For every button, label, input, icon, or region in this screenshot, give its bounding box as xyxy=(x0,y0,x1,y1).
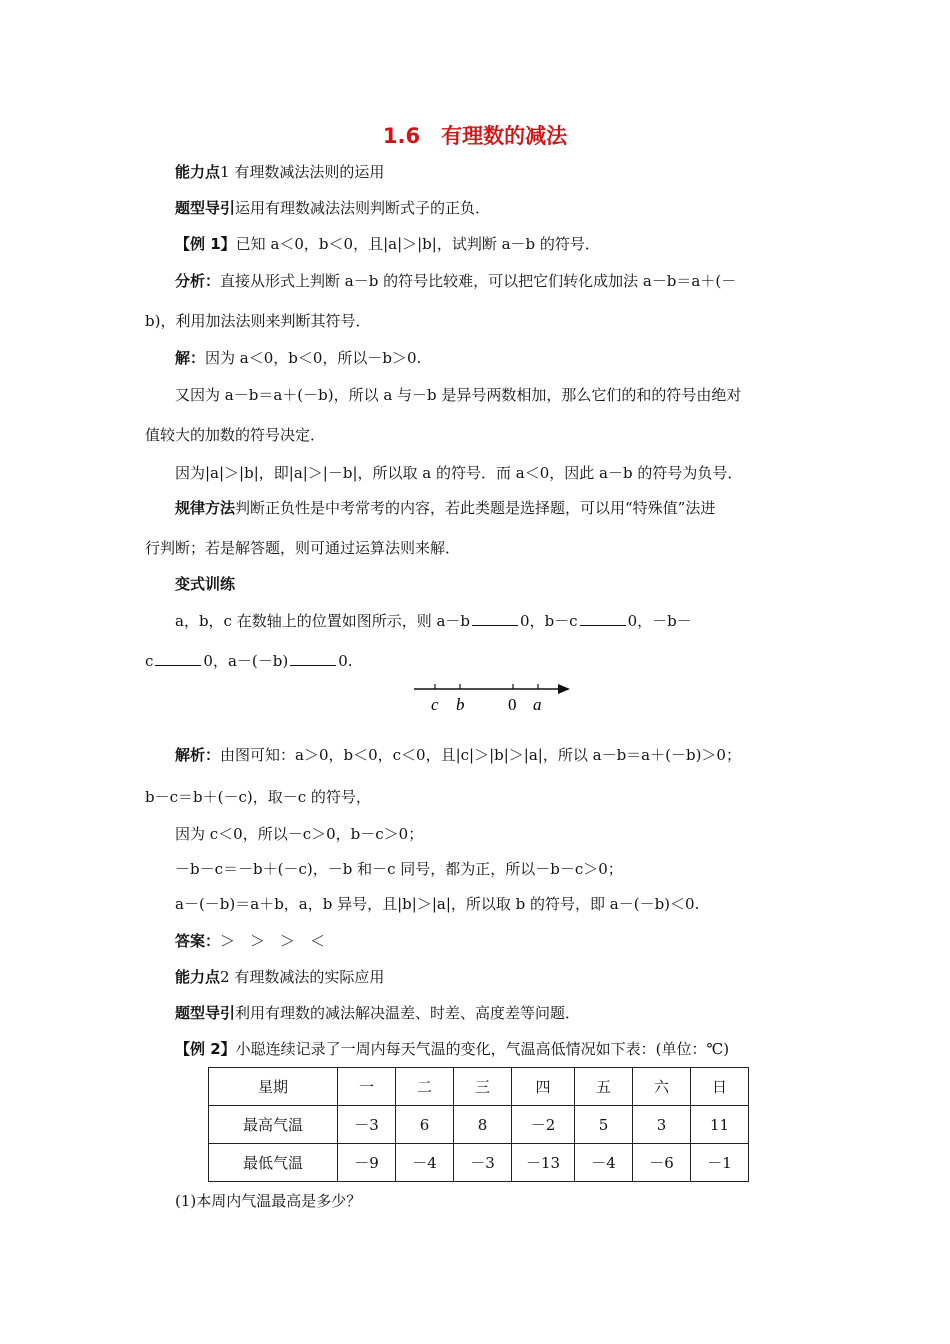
variant-question-cont xyxy=(145,650,353,672)
explanation-cont: b－c＝b＋(－c)，取－c 的符号， xyxy=(145,788,371,806)
solution xyxy=(175,347,421,369)
label: 答案： xyxy=(175,932,221,950)
text: 小聪连续记录了一周内每天气温的变化，气温高低情况如下表：(单位：℃) xyxy=(235,1040,730,1058)
solution-2-cont: 值较大的加数的符号决定． xyxy=(145,426,326,444)
label: 【例 2】 xyxy=(175,1040,236,1058)
table-cell: 最高气温 xyxy=(209,1106,338,1144)
variant-training-heading: 变式训练 xyxy=(175,575,236,593)
answer-blank xyxy=(290,651,336,666)
label: 【例 1】 xyxy=(175,235,236,253)
analysis xyxy=(175,270,736,292)
table-cell: －4 xyxy=(396,1144,454,1182)
ability-point-2 xyxy=(175,966,384,988)
explanation xyxy=(175,744,741,766)
label-0: 0 xyxy=(508,695,517,714)
label: 解： xyxy=(175,349,206,367)
number-line-figure xyxy=(412,676,582,716)
temperature-table xyxy=(208,1067,749,1182)
table-cell: －4 xyxy=(575,1144,633,1182)
answer-blank xyxy=(472,611,518,626)
table-cell: 六 xyxy=(633,1068,691,1106)
label-c: c xyxy=(431,695,439,714)
variant-question xyxy=(175,610,692,632)
example-1 xyxy=(175,233,600,255)
table-cell: 8 xyxy=(454,1106,512,1144)
table-cell: 三 xyxy=(454,1068,512,1106)
explanation-2: 因为 c＜0，所以－c＞0，b－c＞0； xyxy=(175,825,424,843)
rule-method xyxy=(175,497,715,519)
table-cell: －1 xyxy=(691,1144,749,1182)
table-cell: 星期 xyxy=(209,1068,338,1106)
label-b: b xyxy=(456,695,465,714)
label-a: a xyxy=(533,695,542,714)
question-type-guide-2 xyxy=(175,1002,580,1024)
label: 解析： xyxy=(175,746,221,764)
solution-3: 因为|a|＞|b|，即|a|＞|－b|，所以取 a 的符号．而 a＜0，因此 a－b 的符号为负号． xyxy=(175,464,743,482)
table-cell: 3 xyxy=(633,1106,691,1144)
text: 判断正负性是中考常考的内容，若此类题是选择题，可以用“特殊值”法进 xyxy=(235,499,716,517)
table-row xyxy=(209,1106,749,1144)
number-line-arrow xyxy=(558,684,570,694)
table-row xyxy=(209,1144,749,1182)
text: 由图可知：a＞0，b＜0，c＜0，且|c|＞|b|＞|a|，所以 a－b＝a＋(－b)＞0； xyxy=(220,746,741,764)
table-cell: －3 xyxy=(454,1144,512,1182)
example-2 xyxy=(175,1038,729,1060)
table-cell: 一 xyxy=(338,1068,396,1106)
text: 因为 a＜0，b＜0，所以－b＞0. xyxy=(205,349,422,367)
text: ＞ ＞ ＞ ＜ xyxy=(220,932,326,950)
rule-method-cont: 行判断；若是解答题，则可通过运算法则来解． xyxy=(145,539,461,557)
table-cell: －6 xyxy=(633,1144,691,1182)
table-cell: 日 xyxy=(691,1068,749,1106)
ability-point-1 xyxy=(175,161,384,183)
text: 运用有理数减法法则判断式子的正负． xyxy=(235,199,491,217)
explanation-3: －b－c＝－b＋(－c)，－b 和－c 同号，都为正，所以－b－c＞0； xyxy=(175,860,623,878)
table-cell: 二 xyxy=(396,1068,454,1106)
table-cell: －13 xyxy=(512,1144,575,1182)
label: 规律方法 xyxy=(175,499,236,517)
text: 已知 a＜0，b＜0，且|a|＞|b|，试判断 a－b 的符号． xyxy=(235,235,600,253)
table-cell: 四 xyxy=(512,1068,575,1106)
table-header-row xyxy=(209,1068,749,1106)
table-cell: 五 xyxy=(575,1068,633,1106)
q-part: 0，－b－ xyxy=(627,612,692,630)
q-part: 0，a－(－b) xyxy=(203,652,289,670)
page-title: 1.6 有理数的减法 xyxy=(382,124,568,148)
table-cell: －9 xyxy=(338,1144,396,1182)
answer-blank xyxy=(155,651,201,666)
q-part: 0. xyxy=(338,652,353,670)
label: 题型导引 xyxy=(175,199,236,217)
table-cell: －2 xyxy=(512,1106,575,1144)
table-cell: 最低气温 xyxy=(209,1144,338,1182)
answer-blank xyxy=(580,611,626,626)
table-cell: 5 xyxy=(575,1106,633,1144)
label: 分析： xyxy=(175,272,221,290)
answer xyxy=(175,930,325,952)
question-type-guide-1 xyxy=(175,197,490,219)
text: 利用有理数的减法解决温差、时差、高度差等问题． xyxy=(235,1004,581,1022)
q-part: 0，b－c xyxy=(520,612,578,630)
analysis-cont: b)，利用加法法则来判断其符号． xyxy=(145,312,371,330)
text: 2 有理数减法的实际应用 xyxy=(220,968,385,986)
solution-2: 又因为 a－b＝a＋(－b)，所以 a 与－b 是异号两数相加，那么它们的和的符号由绝对 xyxy=(175,386,742,404)
table-cell: 6 xyxy=(396,1106,454,1144)
label: 题型导引 xyxy=(175,1004,236,1022)
explanation-4: a－(－b)＝a＋b，a，b 异号，且|b|＞|a|，所以取 b 的符号，即 a－(－b)＜0. xyxy=(175,895,700,913)
table-cell: 11 xyxy=(691,1106,749,1144)
question-1: (1)本周内气温最高是多少？ xyxy=(175,1192,362,1210)
q-part: c xyxy=(145,652,154,670)
q-part: a，b，c 在数轴上的位置如图所示，则 a－b xyxy=(175,612,471,630)
text: 1 有理数减法法则的运用 xyxy=(220,163,385,181)
label: 能力点 xyxy=(175,163,221,181)
label: 能力点 xyxy=(175,968,221,986)
table-cell: －3 xyxy=(338,1106,396,1144)
text: 直接从形式上判断 a－b 的符号比较难，可以把它们转化成加法 a－b＝a＋(－ xyxy=(220,272,737,290)
